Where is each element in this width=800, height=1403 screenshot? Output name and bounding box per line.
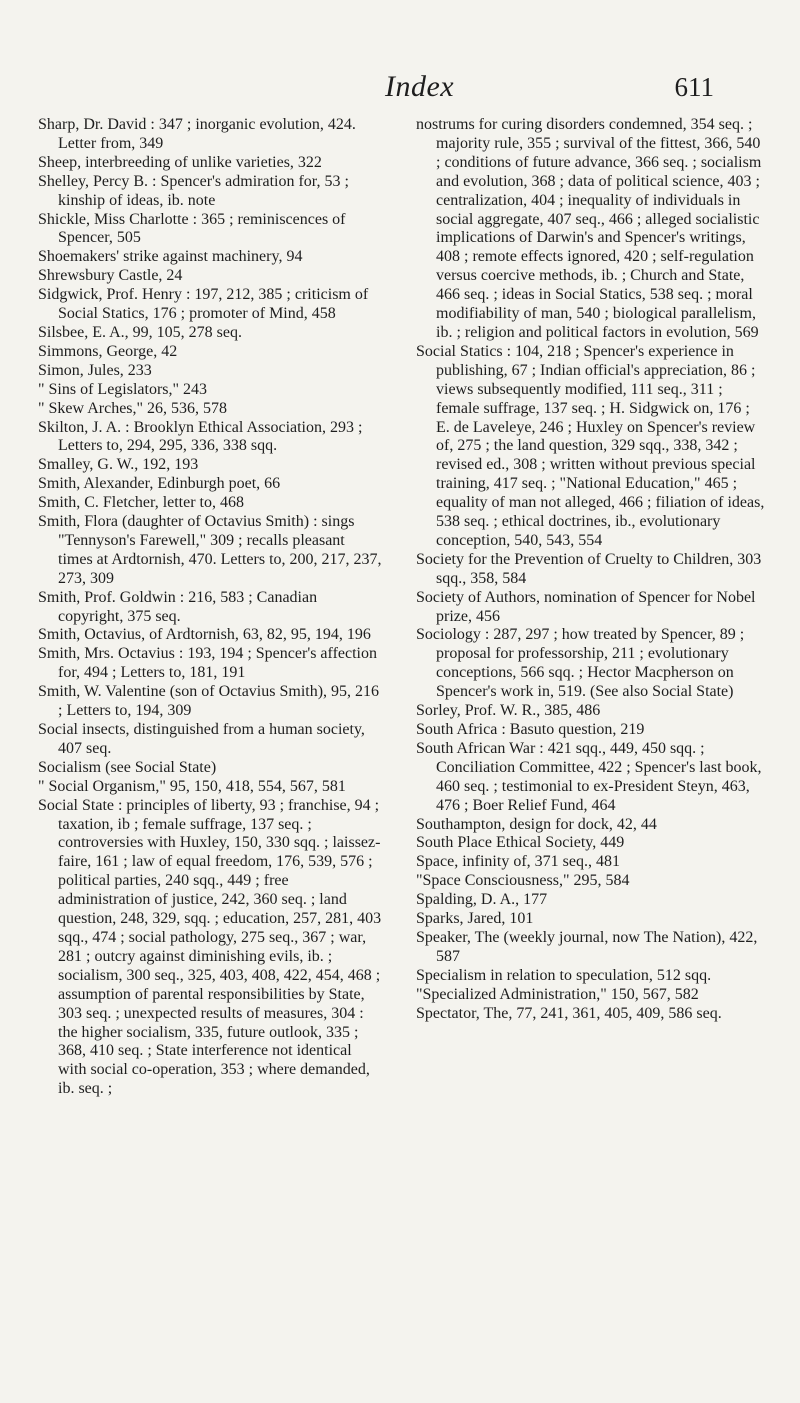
- index-entry: Spectator, The, 77, 241, 361, 405, 409, 586 seq.: [416, 1004, 722, 1022]
- index-column-right: [416, 116, 766, 1024]
- page-header: [0, 68, 800, 108]
- index-entry: Smith, Mrs. Octavius : 193, 194 ; Spencer's affection for, 494 ; Letters to, 181, 191: [38, 645, 377, 682]
- index-entry: Smith, W. Valentine (son of Octavius Smith), 95, 216 ; Letters to, 194, 309: [38, 683, 380, 720]
- index-entry: Sociology : 287, 297 ; how treated by Spencer, 89 ; proposal for professorship, 211 ; evolutionary conceptions, 566 sqq. ; Hector Macpherson on Spencer's work in, 519. (See also Social State): [416, 626, 745, 701]
- page-number: 611: [674, 72, 714, 102]
- index-entry: Socialism (see Social State): [38, 758, 217, 776]
- index-entry: nostrums for curing disorders condemned, 354 seq. ; majority rule, 355 ; survival of the fittest, 366, 540 ; conditions of future advance, 366 seq. ; socialism and evolution, 368 ; data of political science, 403 ; centralization, 404 ; inequality of individuals in social aggregate, 407 seq., 466 ; alleged socialistic implications of Darwin's and Spencer's writings, 408 ; remote effects ignored, 420 ; self-regulation versus coercive methods, ib. ; Church and State, 466 seq. ; ideas in Social Statics, 538 seq. ; moral modifiability of man, 540 ; biological parallelism, ib. ; religion and political factors in evolution, 569: [416, 116, 762, 341]
- index-entry: Sparks, Jared, 101: [416, 910, 534, 928]
- index-entry: Social Statics : 104, 218 ; Spencer's experience in publishing, 67 ; Indian official's appreciation, 86 ; views subsequently modified, 111 seq., 311 ; female suffrage, 137 seq. ; H. Sidgwick on, 176 ; E. de Laveleye, 246 ; Huxley on Spencer's review of, 275 ; the land question, 329 sqq., 338, 342 ; revised ed., 308 ; written without previous special training, 417 seq. ; "National Education," 465 ; equality of man not alleged, 466 ; filiation of ideas, 538 seq. ; ethical doctrines, ib., evolutionary conception, 540, 543, 554: [416, 342, 765, 549]
- index-entry: "Specialized Administration," 150, 567, 582: [416, 985, 699, 1003]
- index-entry: Sharp, Dr. David : 347 ; inorganic evolution, 424. Letter from, 349: [38, 116, 356, 152]
- index-entry: Smith, Octavius, of Ardtornish, 63, 82, 95, 194, 196: [38, 626, 371, 644]
- index-entry: Southampton, design for dock, 42, 44: [416, 815, 657, 833]
- index-entry: Shoemakers' strike against machinery, 94: [38, 248, 303, 266]
- index-entry: Spalding, D. A., 177: [416, 891, 548, 909]
- index-entry: Society of Authors, nomination of Spencer for Nobel prize, 456: [416, 588, 756, 625]
- index-entry: Simon, Jules, 233: [38, 361, 152, 379]
- index-entry: "Space Consciousness," 295, 584: [416, 872, 630, 890]
- index-entry: Simmons, George, 42: [38, 342, 178, 360]
- index-entry: " Sins of Legislators," 243: [38, 380, 208, 398]
- index-entry: Smith, Prof. Goldwin : 216, 583 ; Canadian copyright, 375 seq.: [38, 588, 318, 625]
- index-entry: Social State : principles of liberty, 93 ; franchise, 94 ; taxation, ib ; female suffrage, 137 seq. ; controversies with Huxley, 150, 330 sqq. ; laissez-faire, 161 ; law of equal freedom, 176, 539, 576 ; political parties, 240 sqq., 449 ; free administration of justice, 242, 360 seq. ; land question, 248, 329, sqq. ; education, 257, 281, 403 sqq., 474 ; social pathology, 275 seq., 367 ; war, 281 ; outcry against diminishing evils, ib. ; socialism, 300 seq., 325, 403, 408, 422, 454, 468 ; assumption of parental responsibilities by State, 303 seq. ; unexpected results of measures, 304 : the higher socialism, 335, future outlook, 335 ; 368, 410 seq. ; State interference not identical with social co-operation, 353 ; where demanded, ib. seq. ;: [38, 796, 382, 1098]
- index-entry: Specialism in relation to speculation, 512 sqq.: [416, 966, 712, 984]
- running-head: Index: [385, 70, 455, 103]
- index-entry: Smith, Flora (daughter of Octavius Smith) : sings "Tennyson's Farewell," 309 ; recalls pleasant times at Ardtornish, 470. Letters to, 200, 217, 237, 273, 309: [38, 513, 382, 587]
- index-entry: Shickle, Miss Charlotte : 365 ; reminiscences of Spencer, 505: [38, 210, 346, 247]
- index-entry: Sidgwick, Prof. Henry : 197, 212, 385 ; criticism of Social Statics, 176 ; promoter of Mind, 458: [38, 286, 369, 323]
- index-entry: Shelley, Percy B. : Spencer's admiration for, 53 ; kinship of ideas, ib. note: [38, 172, 349, 209]
- index-entry: Smalley, G. W., 192, 193: [38, 456, 199, 474]
- index-entry: Smith, Alexander, Edinburgh poet, 66: [38, 475, 281, 493]
- index-entry: South Africa : Basuto question, 219: [416, 721, 645, 738]
- index-entry: South African War : 421 sqq., 449, 450 sqq. ; Conciliation Committee, 422 ; Spencer's last book, 460 seq. ; testimonial to ex-President Steyn, 463, 476 ; Boer Relief Fund, 464: [416, 739, 762, 814]
- index-entry: Speaker, The (weekly journal, now The Nation), 422, 587: [416, 928, 758, 965]
- index-entry: Skilton, J. A. : Brooklyn Ethical Association, 293 ; Letters to, 294, 295, 336, 338 sqq.: [38, 418, 363, 455]
- index-entry: " Skew Arches," 26, 536, 578: [38, 399, 228, 417]
- index-entry: South Place Ethical Society, 449: [416, 834, 625, 852]
- index-entry: " Social Organism," 95, 150, 418, 554, 567, 581: [38, 777, 346, 795]
- index-entry: Social insects, distinguished from a human society, 407 seq.: [38, 721, 365, 757]
- index-entry: Sorley, Prof. W. R., 385, 486: [416, 702, 601, 720]
- index-entry: Shrewsbury Castle, 24: [38, 267, 183, 285]
- index-entry: Silsbee, E. A., 99, 105, 278 seq.: [38, 323, 242, 341]
- index-entry: Sheep, interbreeding of unlike varieties, 322: [38, 153, 322, 171]
- index-entry: Smith, C. Fletcher, letter to, 468: [38, 494, 244, 512]
- index-entry: Society for the Prevention of Cruelty to Children, 303 sqq., 358, 584: [416, 550, 762, 587]
- index-entry: Space, infinity of, 371 seq., 481: [416, 853, 620, 871]
- index-column-left: [38, 116, 383, 1099]
